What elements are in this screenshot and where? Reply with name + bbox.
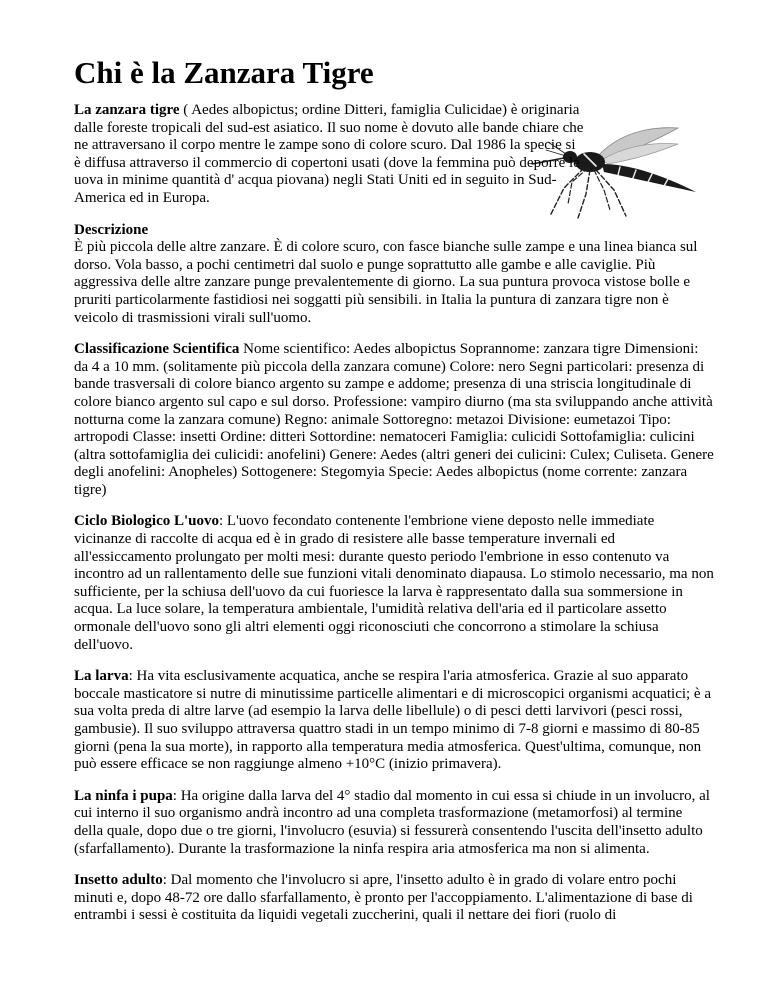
page-title: Chi è la Zanzara Tigre bbox=[74, 55, 374, 90]
ninfa-text: : Ha origine dalla larva del 4° stadio dal momento in cui essa si chiude in un involucro, al cui interno il suo organismo andrà incontro ad una completa trasformazione (metamorfosi) al termine della quale, dopo due o tre giorni, l'involucro (esuvia) si fessurerà consentendo l'uscita dell'insetto adulto (sfarfallamento). Durante la trasformazione la ninfa respira aria atmosferica ma non si alimenta. bbox=[74, 787, 710, 857]
ninfa-paragraph bbox=[74, 788, 714, 858]
descrizione-paragraph bbox=[74, 222, 714, 328]
intro-heading: La zanzara tigre bbox=[74, 102, 180, 118]
classificazione-text: Nome scientifico: Aedes albopictus Soprannome: zanzara tigre Dimensioni: da 4 a 10 mm. (solitamente più piccola della zanzara comune) Colore: nero Segni particolari: presenza di bande trasversali di colore bianco argento su zampe e addome; presenza di una striscia longitudinale di colore bianco argento sul capo e sul dorso. Professione: vampiro diurno (ma sta sviluppando anche attività notturna come la zanzara comune) Regno: animale Sottoregno: metazoi Divisione: eumetazoi Tipo: artropodi Classe: insetti Ordine: ditteri Sottordine: nematoceri Famiglia: culicidi Sottofamiglia: culicini (altra sottofamiglia dei culicidi: anofelini) Genere: Aedes (altri generi dei culicini: Culex; Culiseta. Genere degli anofelini: Anopheles) Sottogenere: Stegomyia Specie: Aedes albopictus (nome corrente: zanzara tigre) bbox=[74, 341, 714, 498]
ninfa-heading: La ninfa i pupa bbox=[74, 787, 173, 804]
larva-heading: La larva bbox=[74, 668, 129, 685]
larva-paragraph bbox=[74, 668, 714, 774]
intro-paragraph bbox=[74, 102, 714, 208]
intro-text: ( Aedes albopictus; ordine Ditteri, famiglia Culicidae) è originaria dalle foreste tropicali del sud-est asiatico. Il suo nome è dovuto alle bande chiare che ne attraversano il corpo mentre le zampe sono di colore scuro. Dal 1986 la specie si è diffusa attraverso il commercio di copertoni usati (dove la femmina può deporre le uova in minime quantità d' acqua piovana) negli Stati Uniti ed in seguito in Sud-America ed in Europa. bbox=[74, 102, 584, 206]
ciclo-heading: Ciclo Biologico L'uovo bbox=[74, 513, 220, 530]
descrizione-text: È più piccola delle altre zanzare. È di colore scuro, con fasce bianche sulle zampe e una linea bianca sul dorso. Vola basso, a pochi centimetri dal suolo e punge soprattutto alle gambe e alle caviglie. Più aggressiva delle altre zanzare punge prevalentemente di giorno. La sua puntura provoca vistose bolle e pruriti particolarmente fastidiosi nei soggatti più sensibili. in Italia la puntura di zanzara tigre non è veicolo di trasmissioni virali sull'uomo. bbox=[74, 239, 698, 326]
larva-text: : Ha vita esclusivamente acquatica, anche se respira l'aria atmosferica. Grazie al suo apparato boccale masticatore si nutre di minutissime particelle alimentari e di microscopici organismi acquatici; è a sua volta preda di altre larve (ad esempio la larva delle libellule) o di pesci detti larvivori (pesci rossi, gambusie). Il suo sviluppo attraversa quattro stadi in un tempo minimo di 7-8 giorni e massimo di 80-85 giorni (pena la sua morte), in rapporto alla temperatura media atmosferica. Quest'ultima, comunque, non può essere efficace se non raggiunge almeno +10°C (inizio primavera). bbox=[74, 668, 712, 773]
adulto-text: : Dal momento che l'involucro si apre, l'insetto adulto è in grado di volare entro pochi minuti e, dopo 48-72 ore dallo sfarfallamento, è pronto per l'accoppiamento. L'alimentazione di base di entrambi i sessi è costituita da liquidi vegetali zuccherini, quali il nettare dei fiori (ruolo di bbox=[74, 872, 693, 924]
ciclo-text: : L'uovo fecondato contenente l'embrione viene deposto nelle immediate vicinanze di raccolte di acqua ed è in grado di resistere alle basse temperature invernali ed all'essiccamento prolungato per molti mesi: durante questo periodo l'embrione in esso contenuto va incontro ad un rallentamento delle sue funzioni vitali denominato diapausa. Lo stimolo necessario, ma non sufficiente, per la schiusa dell'uovo da cui fuoriesce la larva è rappresentato dalla sua sommersione in acqua. La luce solare, la temperatura ambientale, l'umidità relativa dell'aria ed il particolare assetto ormonale dell'uovo sono gli altri elementi oggi riconosciuti che concorrono a stimolare la schiusa dell'uovo. bbox=[74, 513, 714, 653]
classificazione-paragraph bbox=[74, 341, 714, 499]
ciclo-paragraph bbox=[74, 513, 714, 654]
descrizione-heading: Descrizione bbox=[74, 221, 149, 238]
classificazione-heading: Classificazione Scientifica bbox=[74, 341, 240, 358]
adulto-heading: Insetto adulto bbox=[74, 872, 163, 889]
adulto-paragraph bbox=[74, 872, 714, 925]
document-body bbox=[74, 0, 714, 939]
